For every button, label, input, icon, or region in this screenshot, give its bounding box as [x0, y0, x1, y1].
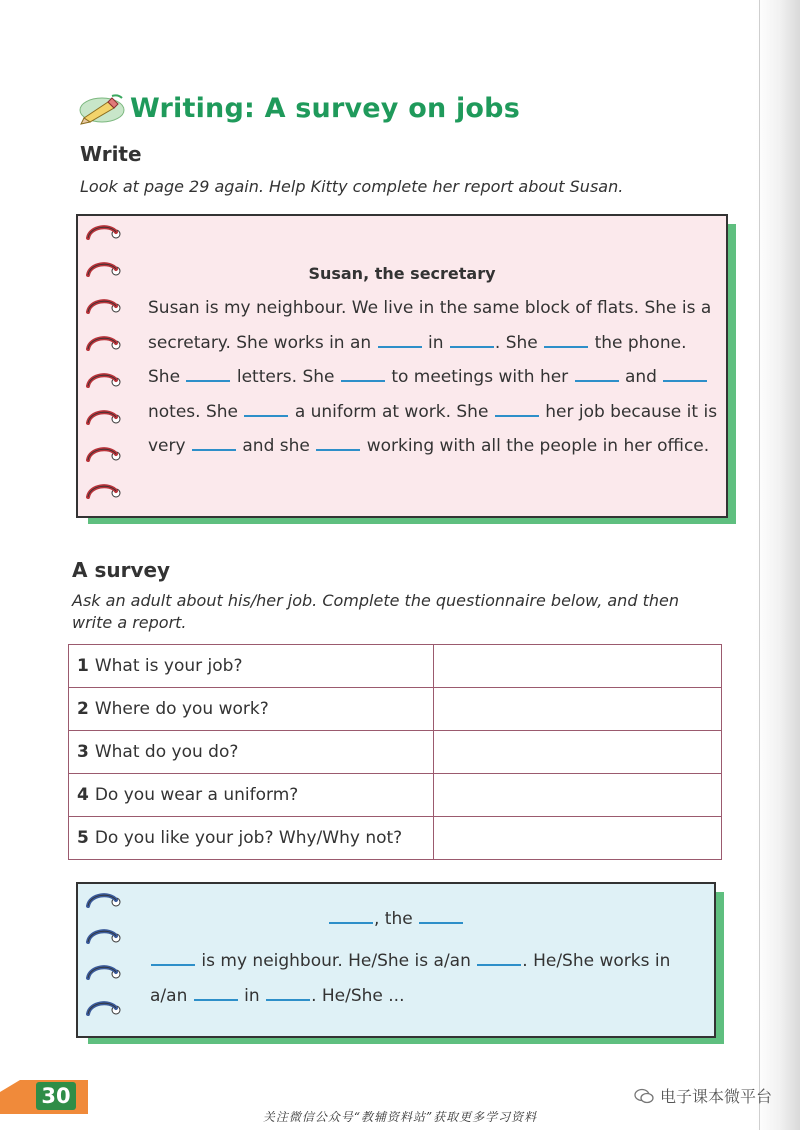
answer-cell[interactable] — [433, 688, 722, 731]
write-heading: Write — [80, 142, 142, 166]
blank[interactable] — [419, 904, 463, 924]
report1-notebook — [76, 214, 728, 518]
blank[interactable] — [477, 946, 521, 966]
question-cell — [69, 817, 434, 860]
blank[interactable] — [341, 362, 385, 382]
page-spine-shadow — [756, 0, 800, 1130]
table-row — [69, 817, 722, 860]
question-text: What is your job? — [94, 656, 243, 676]
blank[interactable] — [495, 397, 539, 417]
blank[interactable] — [329, 904, 373, 924]
report1-line-1: Susan is my neighbour. We live in the same block of flats. She is a — [148, 298, 712, 318]
report1-line-5: very and she working with all the people in her office. — [148, 429, 718, 464]
spiral-ring-icon — [84, 926, 124, 950]
title-row — [78, 86, 520, 130]
spiral-ring-icon — [84, 296, 124, 320]
table-row — [69, 774, 722, 817]
write-instruction: Look at page 29 again. Help Kitty complete her report about Susan. — [80, 177, 624, 196]
spiral-ring-icon — [84, 259, 124, 283]
page-title: Writing: A survey on jobs — [130, 92, 520, 124]
question-text: Do you like your job? Why/Why not? — [94, 828, 403, 848]
report2-text — [150, 944, 710, 1013]
spiral-ring-icon — [84, 962, 124, 986]
spiral-ring-icon — [84, 333, 124, 357]
blank[interactable] — [575, 362, 619, 382]
watermark-text: 电子课本微平台 — [659, 1087, 772, 1106]
survey-instruction: Ask an adult about his/her job. Complete the questionnaire below, and then write a report. — [72, 591, 679, 632]
blank[interactable] — [450, 328, 494, 348]
spiral-ring-icon — [84, 222, 124, 246]
question-number: 1 — [77, 656, 89, 676]
answer-cell[interactable] — [433, 817, 722, 860]
spiral-ring-icon — [84, 998, 124, 1022]
report1-title: Susan, the secretary — [308, 264, 496, 283]
question-cell — [69, 774, 434, 817]
survey-heading: A survey — [72, 558, 171, 582]
blank[interactable] — [192, 431, 236, 451]
table-row — [69, 731, 722, 774]
blank[interactable] — [544, 328, 588, 348]
report1-text — [148, 291, 718, 464]
report1-line-4: notes. She a uniform at work. She her job because it is — [148, 395, 718, 430]
report1-line-2: secretary. She works in an in . She the phone. — [148, 326, 718, 361]
table-row — [69, 645, 722, 688]
spiral-ring-icon — [84, 890, 124, 914]
question-number: 3 — [77, 742, 89, 762]
blank[interactable] — [663, 362, 707, 382]
blank[interactable] — [266, 981, 310, 1001]
blank[interactable] — [194, 981, 238, 1001]
spiral-ring-icon — [84, 370, 124, 394]
question-number: 2 — [77, 699, 89, 719]
page-spine-line — [759, 0, 760, 1130]
report2-line-2: a/an in . He/She ... — [150, 979, 710, 1014]
blank[interactable] — [316, 431, 360, 451]
question-cell — [69, 688, 434, 731]
answer-cell[interactable] — [433, 645, 722, 688]
question-text: What do you do? — [94, 742, 239, 762]
table-row — [69, 688, 722, 731]
report2-title: , the — [328, 902, 464, 937]
footer-note: 关注微信公众号“教辅资料站”获取更多学习资料 — [262, 1110, 538, 1124]
blank[interactable] — [244, 397, 288, 417]
report2-notebook — [76, 882, 716, 1038]
blank[interactable] — [378, 328, 422, 348]
question-text: Do you wear a uniform? — [94, 785, 299, 805]
blank[interactable] — [151, 946, 195, 966]
spiral-ring-icon — [84, 481, 124, 505]
spiral-ring-icon — [84, 407, 124, 431]
question-cell — [69, 645, 434, 688]
answer-cell[interactable] — [433, 731, 722, 774]
question-number: 5 — [77, 828, 89, 848]
page-number: 30 — [36, 1082, 76, 1110]
pencil-writing-icon — [78, 88, 126, 128]
blank[interactable] — [186, 362, 230, 382]
spiral-ring-icon — [84, 444, 124, 468]
question-text: Where do you work? — [94, 699, 269, 719]
question-number: 4 — [77, 785, 89, 805]
questionnaire-table — [68, 644, 722, 860]
report1-line-3: She letters. She to meetings with her and — [148, 360, 718, 395]
question-cell — [69, 731, 434, 774]
answer-cell[interactable] — [433, 774, 722, 817]
report2-line-1: is my neighbour. He/She is a/an . He/She works in — [150, 944, 710, 979]
watermark — [634, 1084, 772, 1107]
chat-bubble-icon — [634, 1088, 654, 1104]
